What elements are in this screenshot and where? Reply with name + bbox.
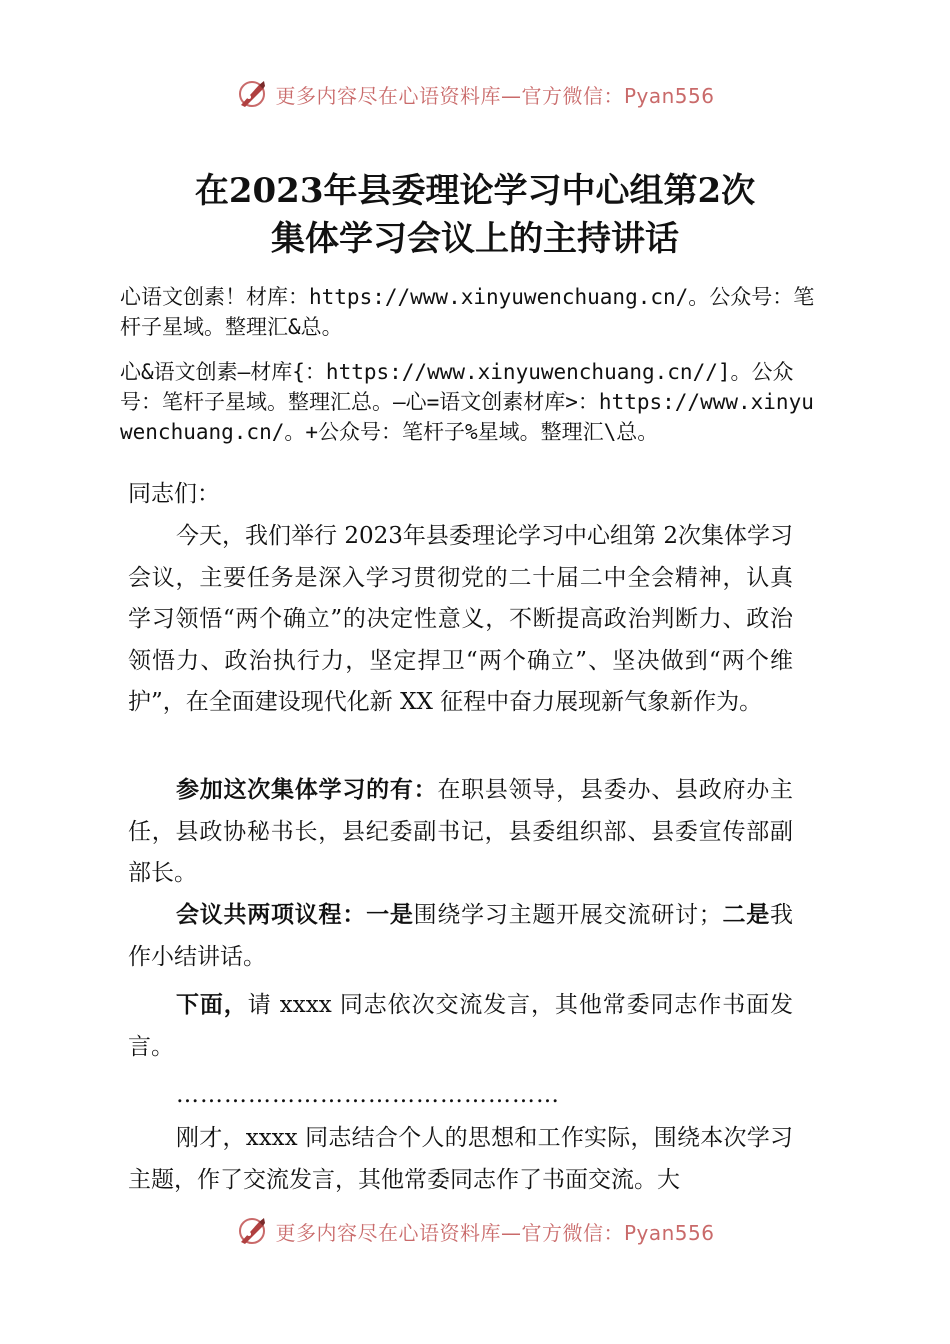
source-note-1: 心语文创素！材库：https://www.xinyuwenchuang.cn/。公众号：笔杆子星域。整理汇&总。 [120,285,815,339]
paragraph-intro: 今天，我们举行 2023年县委理论学习中心组第 2次集体学习会议，主要任务是深入学习贯彻党的二十届二中全会精神，认真学习领悟“两个确立”的决定性意义，不断提高政治判断力、政治领悟力、政治执行力，坚定捍卫“两个确立”、坚决做到“两个维护”，在全面建设现代化新 XX 征程中奋力展现新气象新作为。 [128,523,793,715]
document-title-line-1: 在2023年县委理论学习中心组第2次 [194,171,756,211]
pen-nib-logo-icon [235,1214,269,1248]
attendees-label: 参加这次集体学习的有： [176,777,438,803]
paragraph-summary: 刚才，xxxx 同志结合个人的思想和工作实际，围绕本次学习主题，作了交流发言，其他常委同志作了书面交流。大 [128,1125,793,1193]
next-label: 下面， [176,992,248,1018]
greeting: 同志们： [128,481,220,507]
paragraph-next [128,985,793,1068]
ellipsis-divider: ………………………………………… [176,1082,560,1108]
banner-text: 更多内容尽在心语资料库—官方微信：Pyan556 [275,83,715,108]
pen-nib-logo-icon [235,77,269,111]
paragraph-attendees [128,770,793,895]
header-banner [0,74,950,114]
attendees-text: 在职县领导，县委办、县政府办主任，县政协秘书长，县纪委副书记，县委组织部、县委宣传部副部长。 [128,777,794,886]
paragraph-agenda [128,895,793,978]
banner-text: 更多内容尽在心语资料库—官方微信：Pyan556 [275,1220,715,1245]
source-note-2: 心&语文创素—材库{：https://www.xinyuwenchuang.cn//]。公众号：笔杆子星域。整理汇总。—心=语文创素材库>：https://www.xinyuwenchuang.cn/。+公众号：笔杆子%星域。整理汇\总。 [120,360,814,444]
agenda-label: 会议共两项议程：一是 [176,902,414,928]
agenda-item-2: 我作小结讲话。 [128,902,794,970]
agenda-item-1: 围绕学习主题开展交流研讨； [413,902,722,928]
agenda-label-2: 二是 [721,902,771,928]
next-text: 请 xxxx 同志依次交流发言，其他常委同志作书面发言。 [128,992,793,1060]
document-title-line-2: 集体学习会议上的主持讲话 [271,219,679,259]
footer-banner [0,1211,950,1251]
